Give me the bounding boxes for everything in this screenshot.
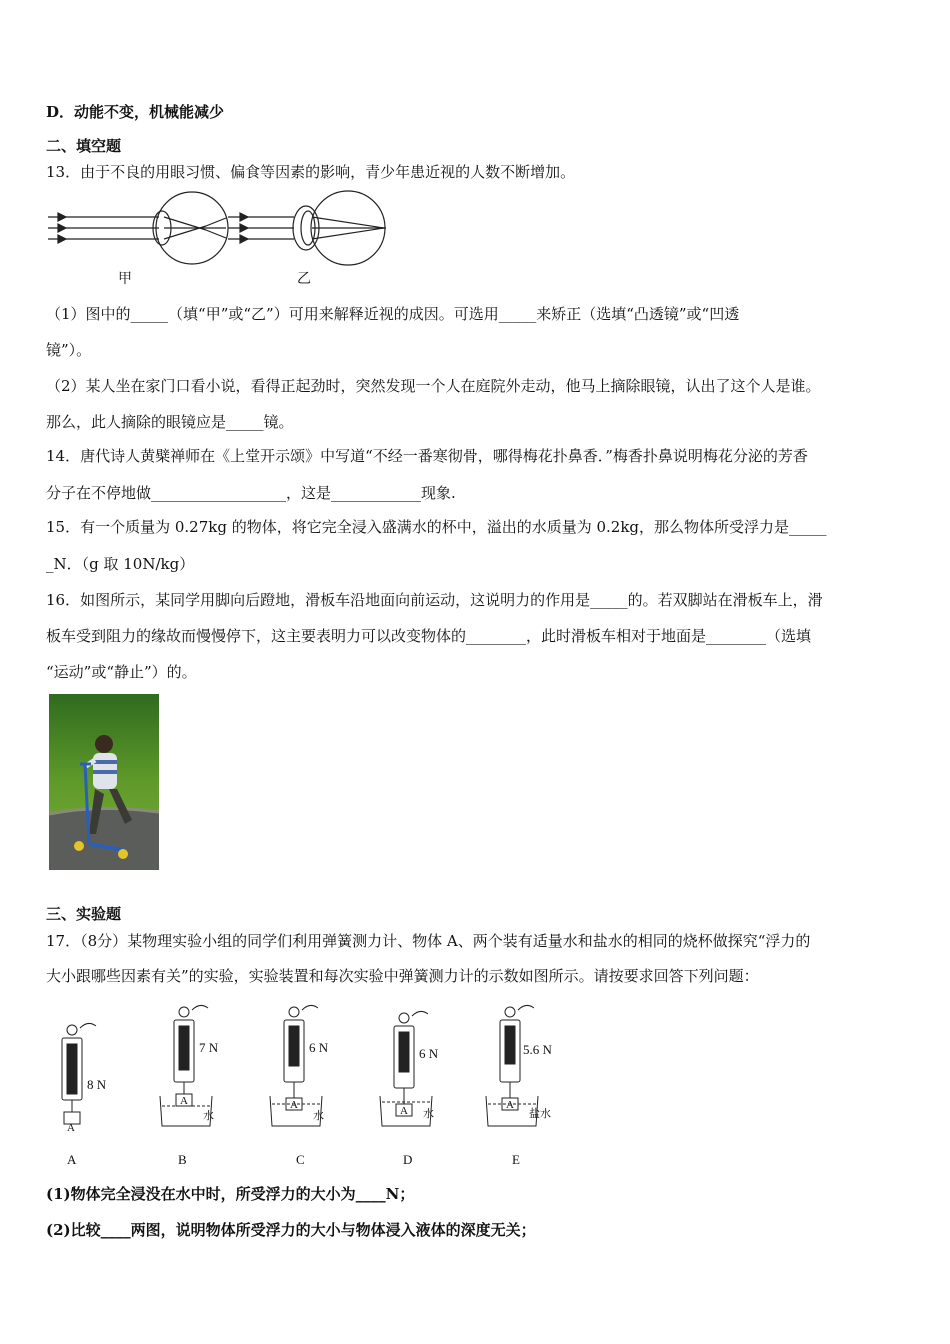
q17-line1: 17．（8分）某物理实验小组的同学们利用弹簧测力计、物体 A、两个装有适量水和盐水的相同的烧杯做探究“浮力的 — [46, 932, 811, 950]
reading-a: 8 N — [87, 1077, 107, 1092]
reading-e: 5.6 N — [523, 1042, 552, 1057]
panel-letter-a: A — [67, 1152, 77, 1167]
q17-line2: 大小跟哪些因素有关”的实验，实验装置和每次实验中弹簧测力计的示数如图所示。请按要求回答下列问题： — [46, 967, 759, 985]
scooter-photo-drawing — [49, 694, 159, 870]
liquid-label-e: 盐水 — [529, 1107, 551, 1120]
q13-part2-line2: 那么，此人摘除的眼镜应是_____镜。 — [46, 413, 294, 431]
eye-diagram-left — [48, 192, 228, 264]
eye-diagram — [44, 190, 404, 290]
q14-line2: 分子在不停地做__________________，这是____________现象. — [46, 484, 456, 502]
q16-line1: 16．如图所示，某同学用脚向后蹬地，滑板车沿地面向前运动，这说明力的作用是_____的。若双脚站在滑板车上，滑 — [46, 591, 823, 609]
section-fill-in-title: 二、填空题 — [46, 137, 122, 155]
liquid-label-d: 水 — [423, 1107, 434, 1120]
q15-line1: 15．有一个质量为 0.27kg 的物体，将它完全浸入盛满水的杯中，溢出的水质量为 0.2kg，那么物体所受浮力是_____ — [46, 518, 827, 536]
q16-line3: “运动”或“静止”）的。 — [46, 663, 197, 681]
object-label-c: A — [290, 1099, 298, 1111]
q13-stem: 13．由于不良的用眼习惯、偏食等因素的影响，青少年患近视的人数不断增加。 — [46, 163, 576, 181]
panel-letter-c: C — [296, 1152, 305, 1167]
eye-diagram-right — [228, 191, 386, 265]
reading-b: 7 N — [199, 1040, 219, 1055]
object-label-a: A — [67, 1122, 75, 1134]
q12-option-d: D．动能不变，机械能减少 — [46, 103, 225, 121]
reading-d: 6 N — [419, 1046, 439, 1061]
q17-part1: (1)物体完全浸没在水中时，所受浮力的大小为____N； — [46, 1185, 415, 1203]
q14-line1: 14．唐代诗人黄檗禅师在《上堂开示颂》中写道“不经一番寒彻骨，哪得梅花扑鼻香．”梅香扑鼻说明梅花分泌的芳香 — [46, 447, 808, 465]
panel-letter-d: D — [403, 1152, 413, 1167]
panel-letter-e: E — [512, 1152, 520, 1167]
reading-c: 6 N — [309, 1040, 329, 1055]
object-label-d: A — [400, 1105, 408, 1117]
scooter-photo — [49, 694, 159, 870]
q17-part2: (2)比较____两图，说明物体所受浮力的大小与物体浸入液体的深度无关； — [46, 1221, 536, 1239]
q13-part1-line1: （1）图中的_____（填“甲”或“乙”）可用来解释近视的成因。可选用_____来矫正（选填“凸透镜”或“凹透 — [46, 305, 740, 323]
q13-part1-line2: 镜”）。 — [46, 341, 92, 359]
scale-panel-a — [62, 1023, 96, 1124]
object-label-e: A — [506, 1099, 514, 1111]
panel-letter-b: B — [178, 1152, 187, 1167]
eye-label-left: 甲 — [118, 271, 132, 287]
q13-part2-line1: （2）某人坐在家门口看小说，看得正起劲时，突然发现一个人在庭院外走动，他马上摘除眼镜，认出了这个人是谁。 — [46, 377, 821, 395]
q15-line2: _N．（g 取 10N/kg） — [46, 555, 195, 573]
q16-line2: 板车受到阻力的缘故而慢慢停下，这主要表明力可以改变物体的________，此时滑板车相对于地面是________（选填 — [46, 627, 812, 645]
section-experiment-title: 三、实验题 — [46, 905, 122, 923]
object-label-b: A — [180, 1095, 188, 1107]
liquid-label-b: 水 — [203, 1109, 214, 1122]
spring-scale-figure — [40, 1000, 580, 1175]
liquid-label-c: 水 — [313, 1109, 324, 1122]
eye-label-right: 乙 — [297, 271, 311, 287]
